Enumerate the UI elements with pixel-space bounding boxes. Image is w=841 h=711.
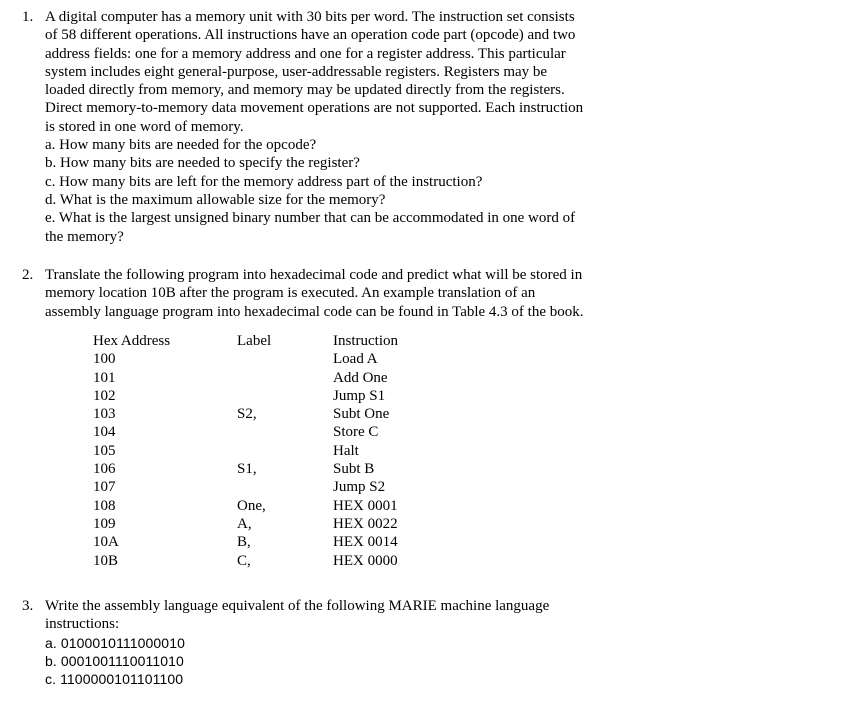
label-cell: S1, [237, 461, 257, 478]
text-line: system includes eight general-purpose, user-addressable registers. Registers may be [45, 63, 548, 80]
table-row [0, 442, 841, 460]
hex-address-cell: 10A [93, 534, 119, 551]
instruction-cell: Jump S1 [333, 387, 386, 404]
sub-question-a: a. How many bits are needed for the opcode? [45, 137, 317, 154]
question-text [45, 8, 625, 246]
hex-address-cell: 10B [93, 552, 119, 569]
table-row [0, 423, 841, 441]
text-line: assembly language program into hexadecimal code can be found in Table 4.3 of the book. [45, 303, 584, 320]
machine-instruction-c: c. 1100000101101100 [45, 671, 184, 688]
hex-address-cell: 101 [93, 369, 116, 386]
instruction-cell: Subt B [333, 461, 375, 478]
instruction-cell: HEX 0022 [333, 515, 398, 532]
instruction-cell: Subt One [333, 406, 390, 423]
instruction-cell: HEX 0000 [333, 552, 398, 569]
table-row [0, 387, 841, 405]
question-number: 1. [22, 9, 34, 25]
sub-question-d: d. What is the maximum allowable size for the memory? [45, 191, 386, 208]
sub-question-b: b. How many bits are needed to specify the register? [45, 155, 360, 172]
table-row [0, 533, 841, 551]
sub-question-e: e. What is the largest unsigned binary number that can be accommodated in one word of [45, 210, 576, 227]
text-line: Direct memory-to-memory data movement operations are not supported. Each instruction [45, 100, 584, 117]
text-line: the memory? [45, 228, 124, 245]
text-line: loaded directly from memory, and memory may be updated directly from the registers. [45, 82, 565, 99]
column-header-label: Label [237, 333, 272, 349]
text-line: A digital computer has a memory unit with 30 bits per word. The instruction set consists [45, 9, 575, 25]
question-number: 3. [22, 598, 34, 614]
table-row [0, 552, 841, 570]
program-table [0, 332, 841, 570]
question-text [45, 266, 625, 321]
table-row [0, 405, 841, 423]
text-line: instructions: [45, 616, 120, 633]
hex-address-cell: 100 [93, 351, 116, 368]
text-line: Write the assembly language equivalent of the following MARIE machine language [45, 598, 550, 614]
instruction-cell: HEX 0001 [333, 497, 398, 514]
text-line: address fields: one for a memory address and one for a register address. This particular [45, 45, 566, 62]
hex-address-cell: 104 [93, 424, 116, 441]
instruction-cell: Jump S2 [333, 479, 386, 496]
table-row [0, 460, 841, 478]
hex-address-cell: 109 [93, 515, 116, 532]
table-row [0, 369, 841, 387]
question-number: 2. [22, 267, 34, 283]
machine-instruction-b: b. 0001001110011010 [45, 652, 184, 669]
table-row [0, 478, 841, 496]
label-cell: S2, [237, 406, 257, 423]
hex-address-cell: 102 [93, 387, 116, 404]
table-row [0, 515, 841, 533]
text-line: memory location 10B after the program is executed. An example translation of an [45, 285, 536, 302]
instruction-cell: Load A [333, 351, 378, 368]
instruction-cell: HEX 0014 [333, 534, 398, 551]
column-header-hex-address: Hex Address [93, 333, 171, 349]
label-cell: B, [237, 534, 251, 551]
instruction-cell: Store C [333, 424, 379, 441]
machine-instruction-a: a. 0100010111000010 [45, 634, 185, 651]
hex-address-cell: 106 [93, 461, 116, 478]
instruction-cell: Halt [333, 442, 359, 459]
column-header-instruction: Instruction [333, 333, 398, 349]
table-row [0, 497, 841, 515]
question-text [45, 597, 625, 688]
hex-address-cell: 105 [93, 442, 116, 459]
table-header [0, 332, 841, 350]
label-cell: One, [237, 497, 266, 514]
hex-address-cell: 108 [93, 497, 116, 514]
hex-address-cell: 103 [93, 406, 116, 423]
label-cell: A, [237, 515, 252, 532]
text-line: is stored in one word of memory. [45, 118, 244, 135]
text-line: Translate the following program into hexadecimal code and predict what will be stored in [45, 267, 583, 283]
text-line: of 58 different operations. All instructions have an operation code part (opcode) and two [45, 27, 576, 44]
table-row [0, 350, 841, 368]
label-cell: C, [237, 552, 251, 569]
hex-address-cell: 107 [93, 479, 116, 496]
sub-question-c: c. How many bits are left for the memory address part of the instruction? [45, 173, 483, 190]
instruction-cell: Add One [333, 369, 388, 386]
